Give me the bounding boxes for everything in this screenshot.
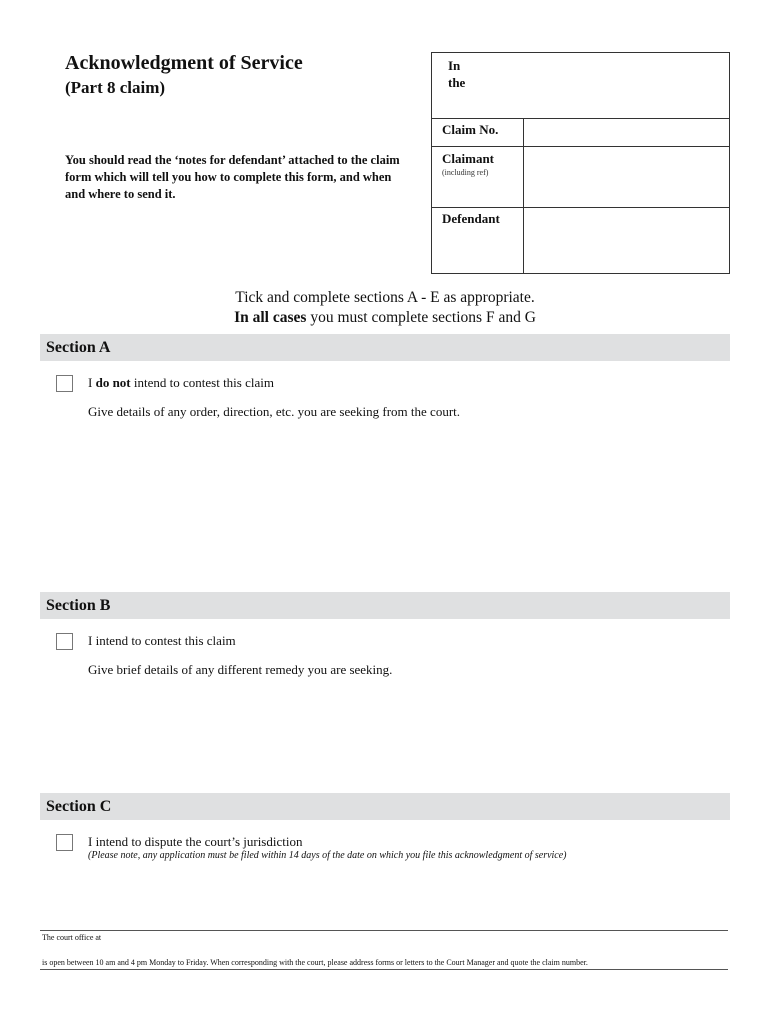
court-details-box bbox=[431, 52, 730, 274]
section-a-heading: Section A bbox=[40, 334, 730, 361]
defendant-label: Defendant bbox=[442, 211, 500, 226]
claimant-sub-label: (including ref) bbox=[442, 168, 489, 177]
claimant-label: Claimant bbox=[442, 151, 494, 166]
section-a-option: I do not intend to contest this claim bbox=[88, 375, 274, 390]
claim-no-label: Claim No. bbox=[442, 122, 499, 137]
section-c-heading: Section C bbox=[40, 793, 730, 820]
court-office-label: The court office at bbox=[42, 933, 102, 942]
instruction-line-1: Tick and complete sections A - E as appropriate. bbox=[235, 289, 535, 306]
claimant-field[interactable] bbox=[524, 147, 729, 206]
section-a-details-area[interactable] bbox=[88, 425, 728, 580]
section-c-note: (Please note, any application must be filed within 14 days of the date on which you file this acknowledgment of service) bbox=[88, 850, 567, 861]
footer-divider-top bbox=[40, 930, 728, 931]
section-b-checkbox[interactable] bbox=[56, 633, 73, 650]
section-c-option: I intend to dispute the court’s jurisdiction bbox=[88, 834, 303, 849]
court-hours-text: is open between 10 am and 4 pm Monday to Friday. When corresponding with the court, please address forms or letters to the Court Manager and quote the claim number. bbox=[42, 958, 588, 967]
defendant-field[interactable] bbox=[524, 208, 729, 273]
form-subtitle: (Part 8 claim) bbox=[65, 78, 166, 97]
instruction-line-2: In all cases you must complete sections F and G bbox=[234, 309, 536, 326]
defendant-notes-instruction: You should read the ‘notes for defendant’ attached to the claim form which will tell you how to complete this form, and when and where to send it. bbox=[65, 153, 400, 201]
footer-divider-bottom bbox=[40, 969, 728, 970]
section-b-detail-prompt: Give brief details of any different remedy you are seeking. bbox=[88, 662, 393, 677]
court-name-label: In the bbox=[448, 58, 466, 90]
form-title: Acknowledgment of Service bbox=[65, 52, 303, 74]
claim-no-field[interactable] bbox=[524, 119, 729, 146]
section-a-checkbox[interactable] bbox=[56, 375, 73, 392]
section-a-detail-prompt: Give details of any order, direction, etc. you are seeking from the court. bbox=[88, 404, 461, 419]
section-b-option: I intend to contest this claim bbox=[88, 633, 236, 648]
section-c-checkbox[interactable] bbox=[56, 834, 73, 851]
section-b-details-area[interactable] bbox=[88, 683, 728, 783]
section-b-heading: Section B bbox=[40, 592, 730, 619]
